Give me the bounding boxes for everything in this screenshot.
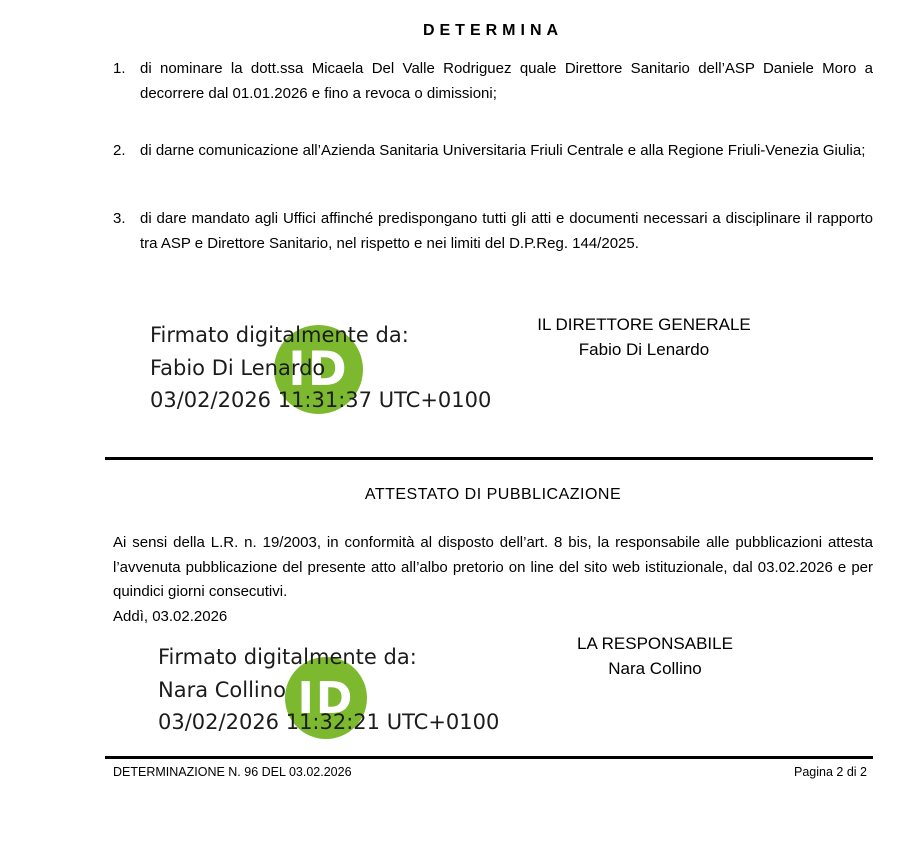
officer-name: Nara Collino: [608, 659, 702, 678]
id-badge-label: ID: [288, 342, 349, 397]
officer-name: Fabio Di Lenardo: [578, 340, 710, 359]
id-badge-label: ID: [297, 672, 355, 724]
attestato-body: [113, 531, 873, 629]
list-item: [113, 138, 873, 163]
list-item: [113, 56, 873, 106]
footer-page-number: Pagina 2 di 2: [794, 765, 867, 779]
officer-role: IL DIRETTORE GENERALE: [537, 315, 751, 334]
signature-signer-name: Fabio Di Lenardo: [150, 355, 326, 380]
signature-line-prefix: Firmato digitalmente da:: [158, 645, 417, 669]
list-item-text: di nominare la dott.ssa Micaela Del Valle Rodriguez quale Direttore Sanitario dell’ASP Daniele Moro a decorrere dal 01.01.2026 e fino a revoca o dimissioni;: [140, 60, 873, 102]
list-item: [113, 206, 873, 256]
digital-signature-stamp-responsabile: [158, 641, 499, 739]
document-title: DETERMINA: [422, 22, 564, 39]
footer-divider: [105, 756, 873, 759]
list-item-text: di dare mandato agli Uffici affinché predispongano tutti gli atti e documenti necessari a disciplinare il rapporto tra ASP e Direttore Sanitario, nel rispetto e nei limiti del D.P.Reg. 144/2025.: [140, 210, 873, 252]
list-item-number: 2.: [113, 142, 126, 159]
footer-document-reference: DETERMINAZIONE N. 96 DEL 03.02.2026: [113, 765, 352, 779]
page-footer: [113, 764, 867, 780]
director-signature-block: [484, 312, 804, 362]
list-item-number: 1.: [113, 60, 126, 77]
signature-signer-name: Nara Collino: [158, 677, 286, 702]
section-divider: [105, 457, 873, 460]
digital-signature-stamp-general: [150, 319, 491, 417]
attestato-paragraph: Ai sensi della L.R. n. 19/2003, in conformità al disposto dell’art. 8 bis, la responsabile alle pubblicazioni attesta l’avvenuta pubblicazione del presente atto all’albo pretorio on line del sito web istituzionale, dal 03.02.2026 e per quindici giorni consecutivi.: [113, 534, 873, 600]
signature-line-prefix: Firmato digitalmente da:: [150, 323, 409, 347]
attestato-heading: ATTESTATO DI PUBBLICAZIONE: [364, 486, 622, 503]
signature-timestamp: 03/02/2026 11:31:37 UTC+0100: [150, 388, 492, 412]
officer-role: LA RESPONSABILE: [577, 634, 733, 653]
attestato-date-line: Addì, 03.02.2026: [113, 607, 228, 625]
responsabile-signature-block: [495, 631, 815, 681]
signature-timestamp: 03/02/2026 11:32:21 UTC+0100: [158, 710, 500, 734]
list-item-text: di darne comunicazione all’Azienda Sanitaria Universitaria Friuli Centrale e alla Regione Friuli-Venezia Giulia;: [140, 142, 866, 159]
list-item-number: 3.: [113, 210, 126, 227]
